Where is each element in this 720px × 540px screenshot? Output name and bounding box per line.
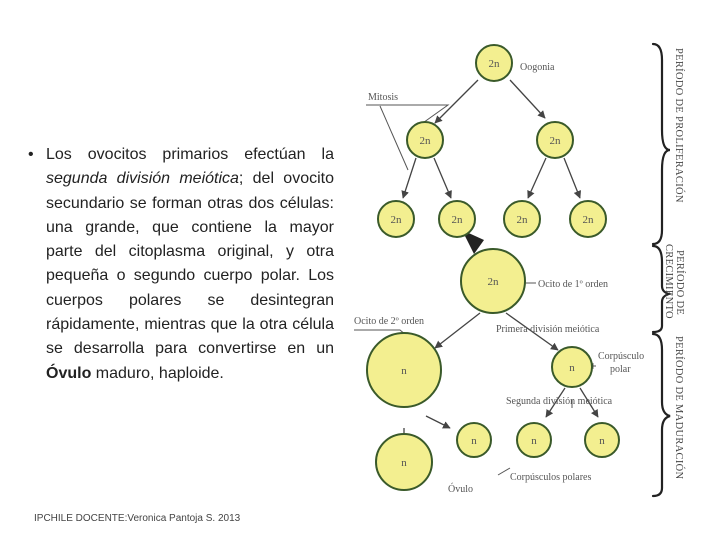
ploidy-polar: n <box>569 362 575 374</box>
period-maduracion: PERÍODO DE MADURACIÓN <box>673 336 684 480</box>
para-bold-text: Óvulo <box>46 364 92 382</box>
ploidy-polar-small-3: n <box>599 435 605 447</box>
arrow-oogonia-left <box>435 80 478 123</box>
bullet-marker: • <box>28 146 34 163</box>
ploidy-l2-left: 2n <box>419 135 431 147</box>
label-primera-division: Primera división meiótica <box>496 324 600 335</box>
period-crecimiento-1: PERÍODO DE <box>674 250 685 316</box>
arrow-l2-d <box>564 158 580 198</box>
ploidy-ocito-1: 2n <box>487 276 499 288</box>
ploidy-ocito-2: n <box>401 365 407 377</box>
period-proliferacion: PERÍODO DE PROLIFERACIÓN <box>673 48 684 203</box>
arrow-oogonia-right <box>510 80 545 118</box>
brace-maduracion <box>653 334 670 496</box>
label-ocito-1: Ocito de 1º orden <box>538 279 609 290</box>
label-corpusculos-polares: Corpúsculos polares <box>510 472 592 483</box>
para-italic-text: segunda división meiótica <box>46 170 239 188</box>
ploidy-ovulo: n <box>401 457 407 469</box>
ploidy-l3-2: 2n <box>451 214 463 226</box>
para-text-3: maduro, haploide. <box>91 364 224 382</box>
arrow-l2-b <box>434 158 451 198</box>
para-text-2: ; del ovocito secundario se forman otras dos células: una grande, que contiene la mayor parte del citoplasma original, y otra pequeña o segundo cuerpo polar. Los cuerpos polares se desintegran rápidamente, mientras que la otra célula se desarrolla para convertirse en un <box>46 170 334 358</box>
label-polar: polar <box>610 364 631 375</box>
ploidy-l3-1: 2n <box>390 214 402 226</box>
label-corpusculo: Corpúsculo <box>598 351 645 362</box>
bullet-item <box>28 143 334 386</box>
brace-proliferacion <box>653 44 670 244</box>
arrow-ocito1-left <box>435 313 480 348</box>
label-segunda-division: Segunda división meiótica <box>506 396 613 407</box>
ploidy-l3-3: 2n <box>516 214 528 226</box>
label-oogonia: Oogonia <box>520 62 555 73</box>
label-mitosis: Mitosis <box>368 92 399 103</box>
arrow-ocito2-ovulo <box>426 416 450 428</box>
bullet-paragraph <box>46 143 334 386</box>
ploidy-polar-small-2: n <box>531 435 537 447</box>
slide-text-block <box>28 143 334 386</box>
corpusculos-pointer <box>498 468 510 475</box>
label-ovulo: Óvulo <box>448 484 473 495</box>
ploidy-l2-right: 2n <box>549 135 561 147</box>
oogenesis-diagram <box>340 30 690 510</box>
ploidy-l3-4: 2n <box>582 214 594 226</box>
para-text-1: Los ovocitos primarios efectúan la <box>46 146 334 163</box>
arrow-l2-c <box>528 158 546 198</box>
cells <box>367 45 619 490</box>
ploidy-polar-small-1: n <box>471 435 477 447</box>
ploidy-oogonia: 2n <box>488 58 500 70</box>
footer-credit: IPCHILE DOCENTE:Veronica Pantoja S. 2013 <box>34 513 241 524</box>
label-ocito-2: Ocito de 2º orden <box>354 316 425 327</box>
period-crecimiento-2: CRECIMIENTO <box>663 244 674 319</box>
mitosis-pointer-2 <box>380 106 408 170</box>
